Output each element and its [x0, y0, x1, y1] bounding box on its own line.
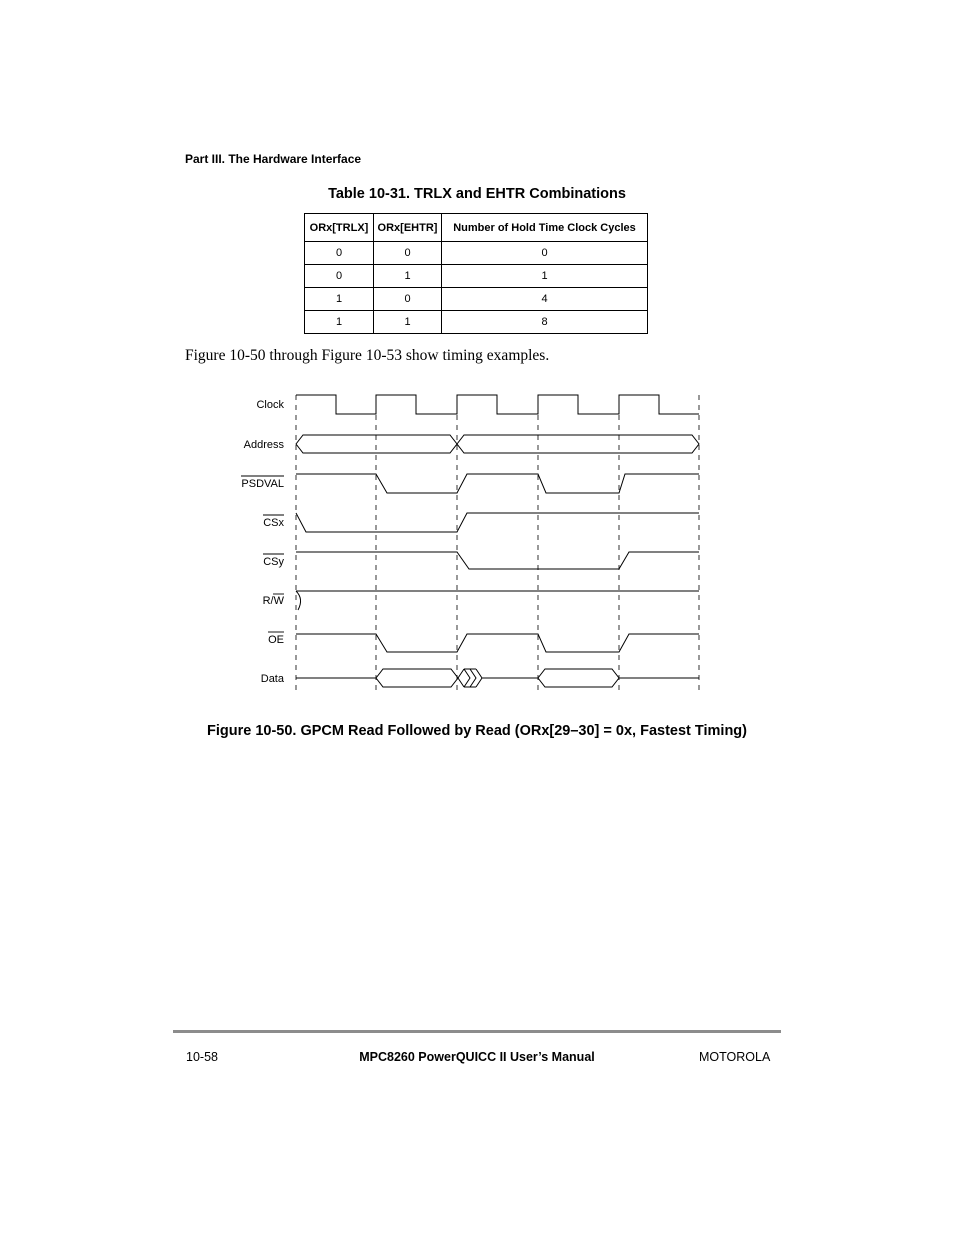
trlx-ehtr-table	[304, 213, 648, 334]
table-cell: 8	[442, 311, 648, 334]
signal-label-address: Address	[243, 439, 284, 451]
column-header: ORx[TRLX]	[305, 214, 374, 242]
signal-label-data: Data	[260, 673, 284, 685]
table-row	[305, 242, 648, 265]
body-paragraph: Figure 10-50 through Figure 10-53 show timing examples.	[185, 347, 550, 364]
table-cell: 1	[305, 288, 374, 311]
table-row	[305, 265, 648, 288]
table-header-row	[305, 214, 648, 242]
signal-label-csy: CSy	[263, 556, 284, 568]
table-cell: 0	[442, 242, 648, 265]
data-bus-waveform	[458, 669, 482, 687]
running-header: Part III. The Hardware Interface	[185, 152, 362, 166]
column-header: Number of Hold Time Clock Cycles	[442, 214, 648, 242]
data-bus-waveform	[538, 669, 619, 687]
clock-waveform	[296, 395, 699, 414]
psdval-waveform	[296, 474, 699, 493]
table-cell: 0	[374, 288, 442, 311]
data-bus-waveform	[376, 669, 458, 687]
signal-label-csx: CSx	[263, 517, 284, 529]
table-cell: 4	[442, 288, 648, 311]
table-row	[305, 288, 648, 311]
table-cell: 1	[305, 311, 374, 334]
table-cell: 1	[442, 265, 648, 288]
table-cell: 1	[374, 265, 442, 288]
timing-diagram	[0, 380, 954, 700]
rw-waveform	[296, 591, 301, 610]
csy-waveform	[296, 552, 699, 569]
column-header: ORx[EHTR]	[374, 214, 442, 242]
footer-rule	[173, 1030, 781, 1033]
table-cell: 0	[305, 242, 374, 265]
table-cell: 0	[374, 242, 442, 265]
table-title: Table 10-31. TRLX and EHTR Combinations	[328, 186, 626, 202]
address-bus-waveform	[457, 435, 699, 453]
signal-label-clock: Clock	[256, 399, 284, 411]
publisher-name: MOTOROLA	[699, 1050, 771, 1064]
manual-title: MPC8260 PowerQUICC II User’s Manual	[359, 1050, 595, 1064]
clock-edge-gridlines	[296, 395, 699, 692]
table-cell: 1	[374, 311, 442, 334]
table-cell: 0	[305, 265, 374, 288]
signal-label-oe: OE	[268, 634, 284, 646]
table-row	[305, 311, 648, 334]
signal-label-psdval: PSDVAL	[241, 478, 284, 490]
page-number: 10-58	[186, 1050, 218, 1064]
overbars	[241, 476, 284, 632]
csx-waveform	[296, 513, 699, 532]
signal-label-rw: R/W	[262, 595, 284, 607]
figure-caption: Figure 10-50. GPCM Read Followed by Read (ORx[29–30] = 0x, Fastest Timing)	[206, 723, 747, 739]
address-bus-waveform	[296, 435, 457, 453]
oe-waveform	[296, 634, 699, 652]
